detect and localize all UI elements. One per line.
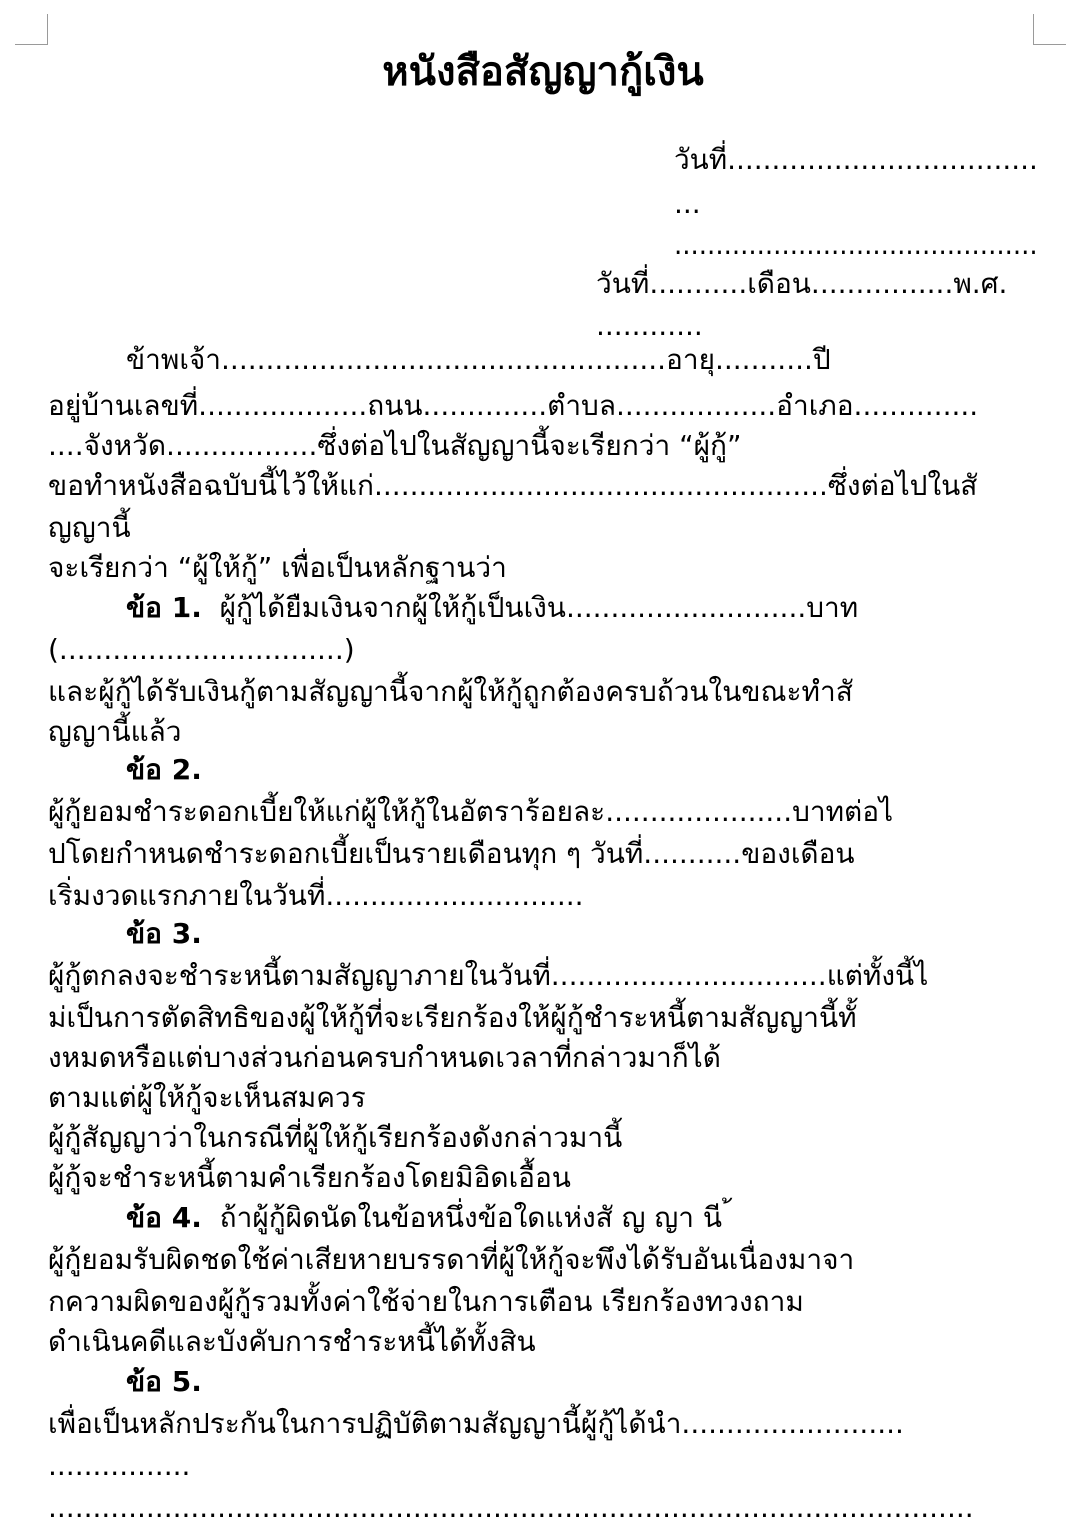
clause-3-partial-line: งหมดหรือแต่บางส่วนก่อนครบกำหนดเวลาที่กล่าวมาก็ได้ [48, 1041, 721, 1074]
clause-4 [126, 1198, 731, 1238]
clause-1-amount-words: (................................) [48, 633, 355, 666]
clause-4-litigation-line: ดำเนินคดีและบังคับการชำระหนี้ได้ทั้งสิน [48, 1325, 536, 1358]
lender-designation-line: จะเรียกว่า “ผู้ให้กู้” เพื่อเป็นหลักฐานว่า [48, 551, 507, 584]
clause-5-label: ข้อ 5. [126, 1365, 202, 1398]
date-month-year-continued: ............ [596, 309, 703, 342]
clause-4-label: ข้อ 4. [126, 1201, 202, 1234]
document-title: หนังสือสัญญากู้เงิน [382, 49, 704, 95]
clause-1-label: ข้อ 1. [126, 591, 202, 624]
clause-1-receipt-line: และผู้กู้ได้รับเงินกู้ตามสัญญานี้จากผู้ให้กู้ถูกต้องครบถ้วนในขณะทำสั [48, 675, 853, 708]
address-line: อยู่บ้านเลขที่...................ถนน..............ตำบล..................อำเภอ.............. [48, 389, 979, 422]
clause-1-text: ผู้กู้ได้ยืมเงินจากผู้ให้กู้เป็นเงิน...........................บาท [219, 591, 859, 624]
clause-2-interest-line: ผู้กู้ยอมชำระดอกเบี้ยให้แก่ผู้ให้กู้ในอัตราร้อยละ.....................บาทต่อไ [48, 795, 894, 828]
date-line-continued: ... [674, 187, 701, 220]
date-line: วันที่................................... [674, 143, 1038, 176]
clause-1-receipt-continued: ญญานี้แล้ว [48, 715, 182, 748]
clause-5-collateral-line: เพื่อเป็นหลักประกันในการปฏิบัติตามสัญญานี้ผู้กู้ได้นำ......................... [48, 1407, 904, 1440]
clause-3-discretion-line: ตามแต่ผู้ให้กู้จะเห็นสมควร [48, 1081, 366, 1114]
clause-4-costs-line: กความผิดของผู้กู้รวมทั้งค่าใช้จ่ายในการเตือน เรียกร้องทวงถาม [48, 1285, 804, 1318]
page-corner-mark-left [15, 14, 48, 45]
clause-3-repayment-line: ผู้กู้ตกลงจะชำระหนี้ตามสัญญาภายในวันที่...............................แต่ทั้งนี้ไ [48, 959, 929, 992]
clause-5-blank-line: ........................................................................................................ [48, 1491, 974, 1524]
clause-4-text: ถ้าผู้กู้ผิดนัดในข้อหนึ่งข้อใดแห่งสั ญ ญา นี ้ [219, 1201, 732, 1234]
clause-2-start-line: เริ่มงวดแรกภายในวันที่............................. [48, 879, 584, 912]
clause-3-promise-line: ผู้กู้สัญญาว่าในกรณีที่ผู้ให้กู้เรียกร้องดังกล่าวมานี้ [48, 1121, 623, 1154]
clause-2-payment-line: ปโดยกำหนดชำระดอกเบี้ยเป็นรายเดือนทุก ๆ วันที่...........ของเดือน [48, 837, 855, 870]
clause-1 [126, 588, 858, 628]
lender-line: ขอทำหนังสือฉบับนี้ไว้ให้แก่...................................................ซึ่งต่อไปในสั [48, 469, 978, 502]
clause-3-label: ข้อ 3. [126, 917, 202, 950]
clause-5-collateral-continued: ................ [48, 1449, 191, 1482]
clause-4-damages-line: ผู้กู้ยอมรับผิดชดใช้ค่าเสียหายบรรดาที่ผู้ให้กู้จะพึงได้รับอันเนื่องมาจา [48, 1243, 855, 1276]
borrower-name-line: ข้าพเจ้า..................................................อายุ...........ปี [126, 343, 831, 376]
lender-line-continued: ญญานี้ [48, 511, 131, 544]
clause-3-rights-line: ม่เป็นการตัดสิทธิของผู้ให้กู้ที่จะเรียกร้องให้ผู้กู้ชำระหนี้ตามสัญญานี้ทั้ [48, 1001, 857, 1034]
province-line: ....จังหวัด.................ซึ่งต่อไปในสัญญานี้จะเรียกว่า “ผู้กู้” [48, 429, 742, 462]
clause-3-comply-line: ผู้กู้จะชำระหนี้ตามคำเรียกร้องโดยมิอิดเอื้อน [48, 1161, 571, 1194]
clause-2-label: ข้อ 2. [126, 753, 202, 786]
place-line: ............................................ [674, 228, 1038, 261]
page-corner-mark-right [1033, 14, 1066, 45]
date-month-year-line: วันที่...........เดือน................พ.ศ. [596, 267, 1008, 300]
